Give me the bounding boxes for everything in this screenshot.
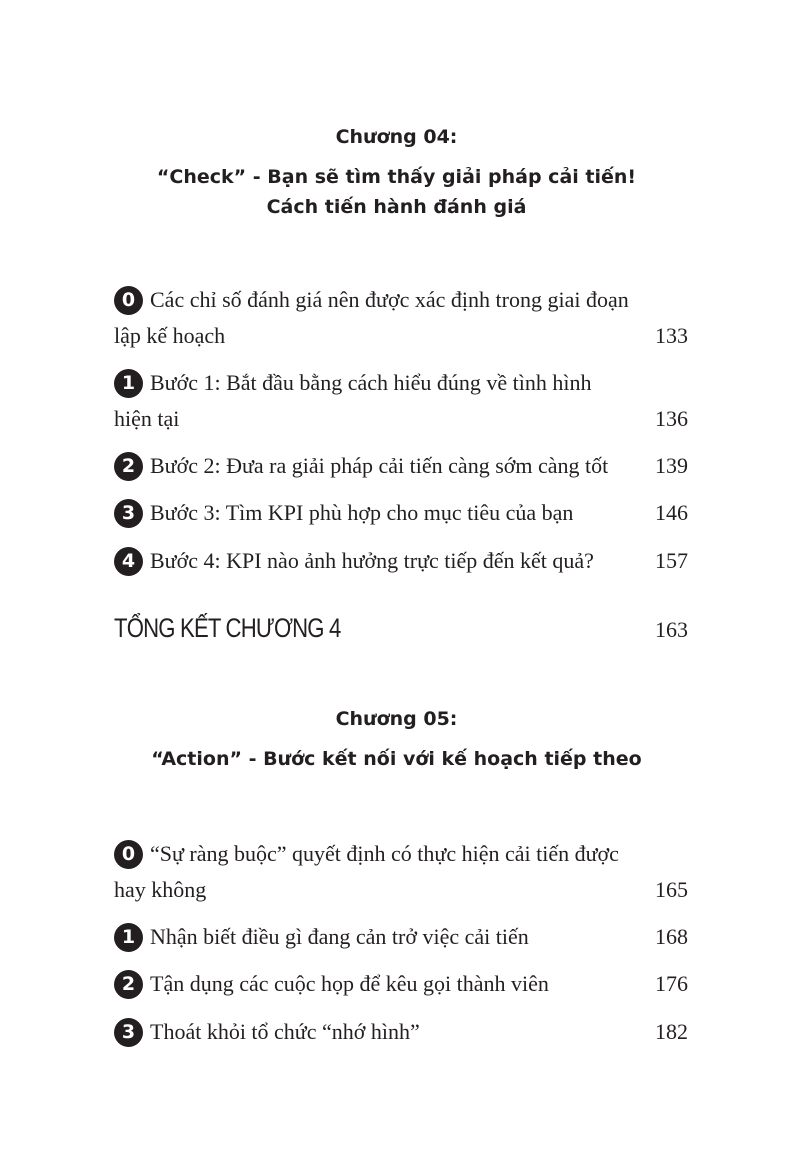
page-number: 133 [655,323,688,348]
summary-label: TỔNG KẾT CHƯƠNG 4 [114,613,341,643]
toc-entry[interactable] [114,966,688,1002]
page-number: 157 [655,548,688,573]
entry-title: Thoát khỏi tổ chức “nhớ hình” [150,1019,420,1044]
page-number: 165 [655,877,688,902]
toc-entry[interactable] [114,1014,688,1050]
toc-entry[interactable] [114,543,688,579]
page-number: 163 [655,617,688,642]
number-badge: 0 [114,286,143,315]
page-number: 168 [655,924,688,949]
toc-entry[interactable] [114,448,688,484]
page-number: 139 [655,453,688,478]
chapter-5-title: “Action” - Bước kết nối với kế hoạch tiếp theo [151,748,642,770]
chapter-4-title-line-2: Cách tiến hành đánh giá [266,196,527,218]
page-number: 182 [655,1019,688,1044]
number-badge: 1 [114,923,143,952]
toc-entry[interactable] [114,282,688,354]
page-number: 136 [655,406,688,431]
entry-title: Bước 3: Tìm KPI phù hợp cho mục tiêu của bạn [150,500,574,525]
page-number: 176 [655,971,688,996]
number-badge: 4 [114,547,143,576]
number-badge: 0 [114,840,143,869]
entry-title-continued: hay không [114,877,207,902]
entry-title: “Sự ràng buộc” quyết định có thực hiện cải tiến được [150,841,619,866]
entry-title: Bước 1: Bắt đầu bằng cách hiểu đúng về tình hình [150,370,592,395]
chapter-4-label: Chương 04: [335,126,458,148]
chapter-4-title-line-1: “Check” - Bạn sẽ tìm thấy giải pháp cải tiến! [156,166,637,188]
number-badge: 1 [114,369,143,398]
entry-title: Bước 2: Đưa ra giải pháp cải tiến càng sớm càng tốt [150,453,609,478]
entry-title-continued: lập kế hoạch [114,323,226,348]
entry-title-continued: hiện tại [114,406,180,431]
entry-title: Nhận biết điều gì đang cản trở việc cải tiến [150,924,529,949]
chapter-5-label: Chương 05: [335,708,458,730]
number-badge: 2 [114,970,143,999]
toc-entry[interactable] [114,365,688,437]
chapter-summary[interactable] [114,608,688,648]
entry-title: Các chỉ số đánh giá nên được xác định trong giai đoạn [150,287,629,312]
entry-title: Tận dụng các cuộc họp để kêu gọi thành viên [150,971,549,996]
entry-title: Bước 4: KPI nào ảnh hưởng trực tiếp đến kết quả? [150,548,594,573]
toc-entry[interactable] [114,919,688,955]
number-badge: 2 [114,452,143,481]
toc-entry[interactable] [114,495,688,531]
number-badge: 3 [114,1018,143,1047]
toc-entry[interactable] [114,836,688,908]
number-badge: 3 [114,499,143,528]
page-number: 146 [655,500,688,525]
